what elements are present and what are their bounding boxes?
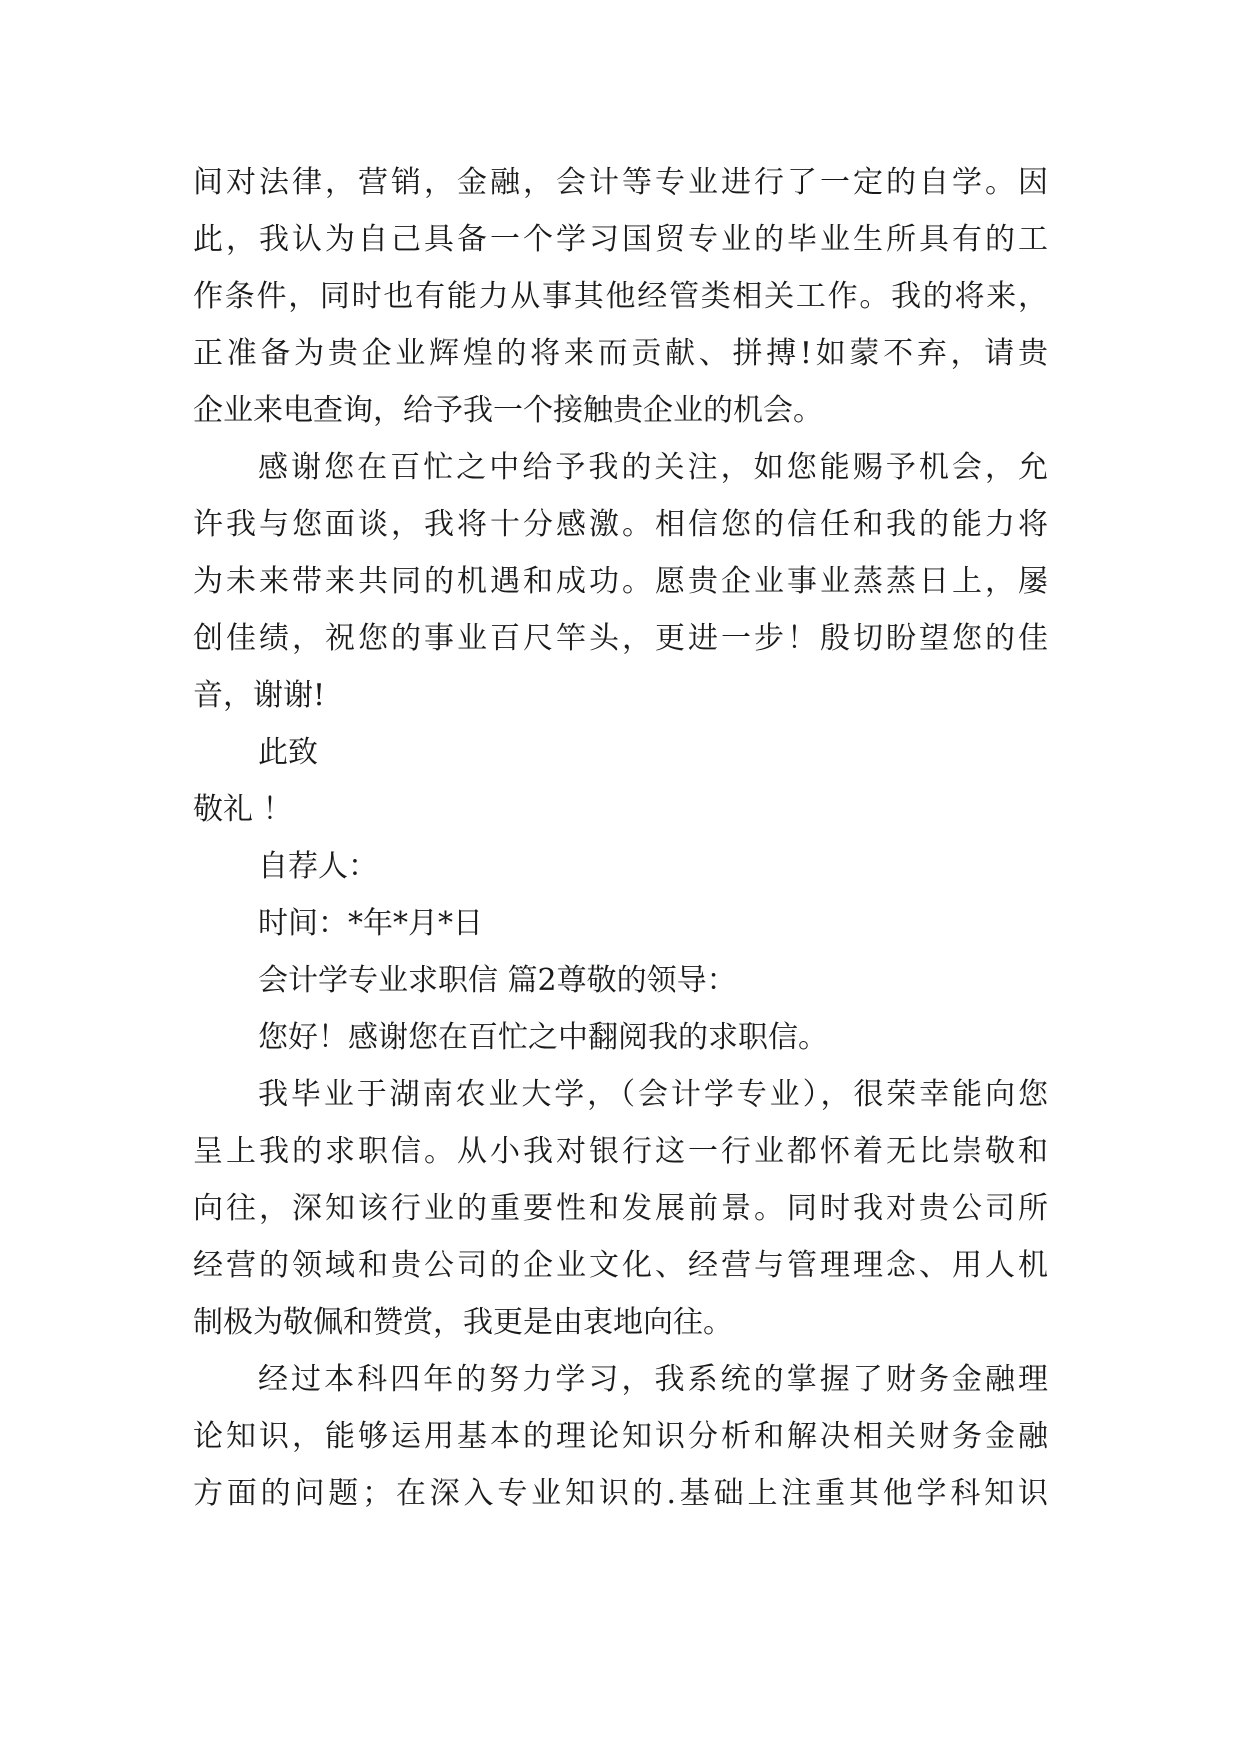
- text-line: 此，我认为自己具备一个学习国贸专业的毕业生所具有的工: [193, 222, 1048, 257]
- text-line: 为未来带来共同的机遇和成功。愿贵企业事业蒸蒸日上，屡: [193, 564, 1048, 599]
- closing-salutation: 此致: [258, 735, 318, 770]
- text-line: 间对法律，营销，金融，会计等专业进行了一定的自学。因: [193, 165, 1048, 200]
- text-line: 作条件，同时也有能力从事其他经管类相关工作。我的将来，: [193, 279, 1048, 314]
- text-line: 我毕业于湖南农业大学，（会计学专业），很荣幸能向您: [258, 1077, 1048, 1112]
- text-line: 创佳绩，祝您的事业百尺竿头，更进一步！殷切盼望您的佳: [193, 621, 1048, 656]
- text-line: 许我与您面谈，我将十分感激。相信您的信任和我的能力将: [193, 507, 1048, 542]
- text-line: 方面的问题；在深入专业知识的.基础上注重其他学科知识: [193, 1476, 1048, 1511]
- date-label: 时间：*年*月*日: [258, 906, 483, 941]
- text-line: 呈上我的求职信。从小我对银行这一行业都怀着无比崇敬和: [193, 1134, 1048, 1169]
- text-line: 感谢您在百忙之中给予我的关注，如您能赐予机会，允: [258, 450, 1048, 485]
- text-line: 向往，深知该行业的重要性和发展前景。同时我对贵公司所: [193, 1191, 1048, 1226]
- greeting-line: 您好！感谢您在百忙之中翻阅我的求职信。: [258, 1020, 828, 1055]
- section-heading: 会计学专业求职信 篇2尊敬的领导：: [258, 963, 737, 998]
- text-line: 论知识，能够运用基本的理论知识分析和解决相关财务金融: [193, 1419, 1048, 1454]
- text-line: 企业来电查询，给予我一个接触贵企业的机会。: [193, 393, 823, 428]
- text-line: 音，谢谢!: [193, 678, 326, 713]
- text-line: 正准备为贵企业辉煌的将来而贡献、拼搏!如蒙不弃，请贵: [193, 336, 1048, 371]
- signature-label: 自荐人：: [258, 849, 378, 884]
- text-line: 经过本科四年的努力学习，我系统的掌握了财务金融理: [258, 1362, 1048, 1397]
- text-line: 制极为敬佩和赞赏，我更是由衷地向往。: [193, 1305, 733, 1340]
- text-line: 经营的领域和贵公司的企业文化、经营与管理理念、用人机: [193, 1248, 1048, 1283]
- closing-respect: 敬礼 ！: [193, 792, 293, 827]
